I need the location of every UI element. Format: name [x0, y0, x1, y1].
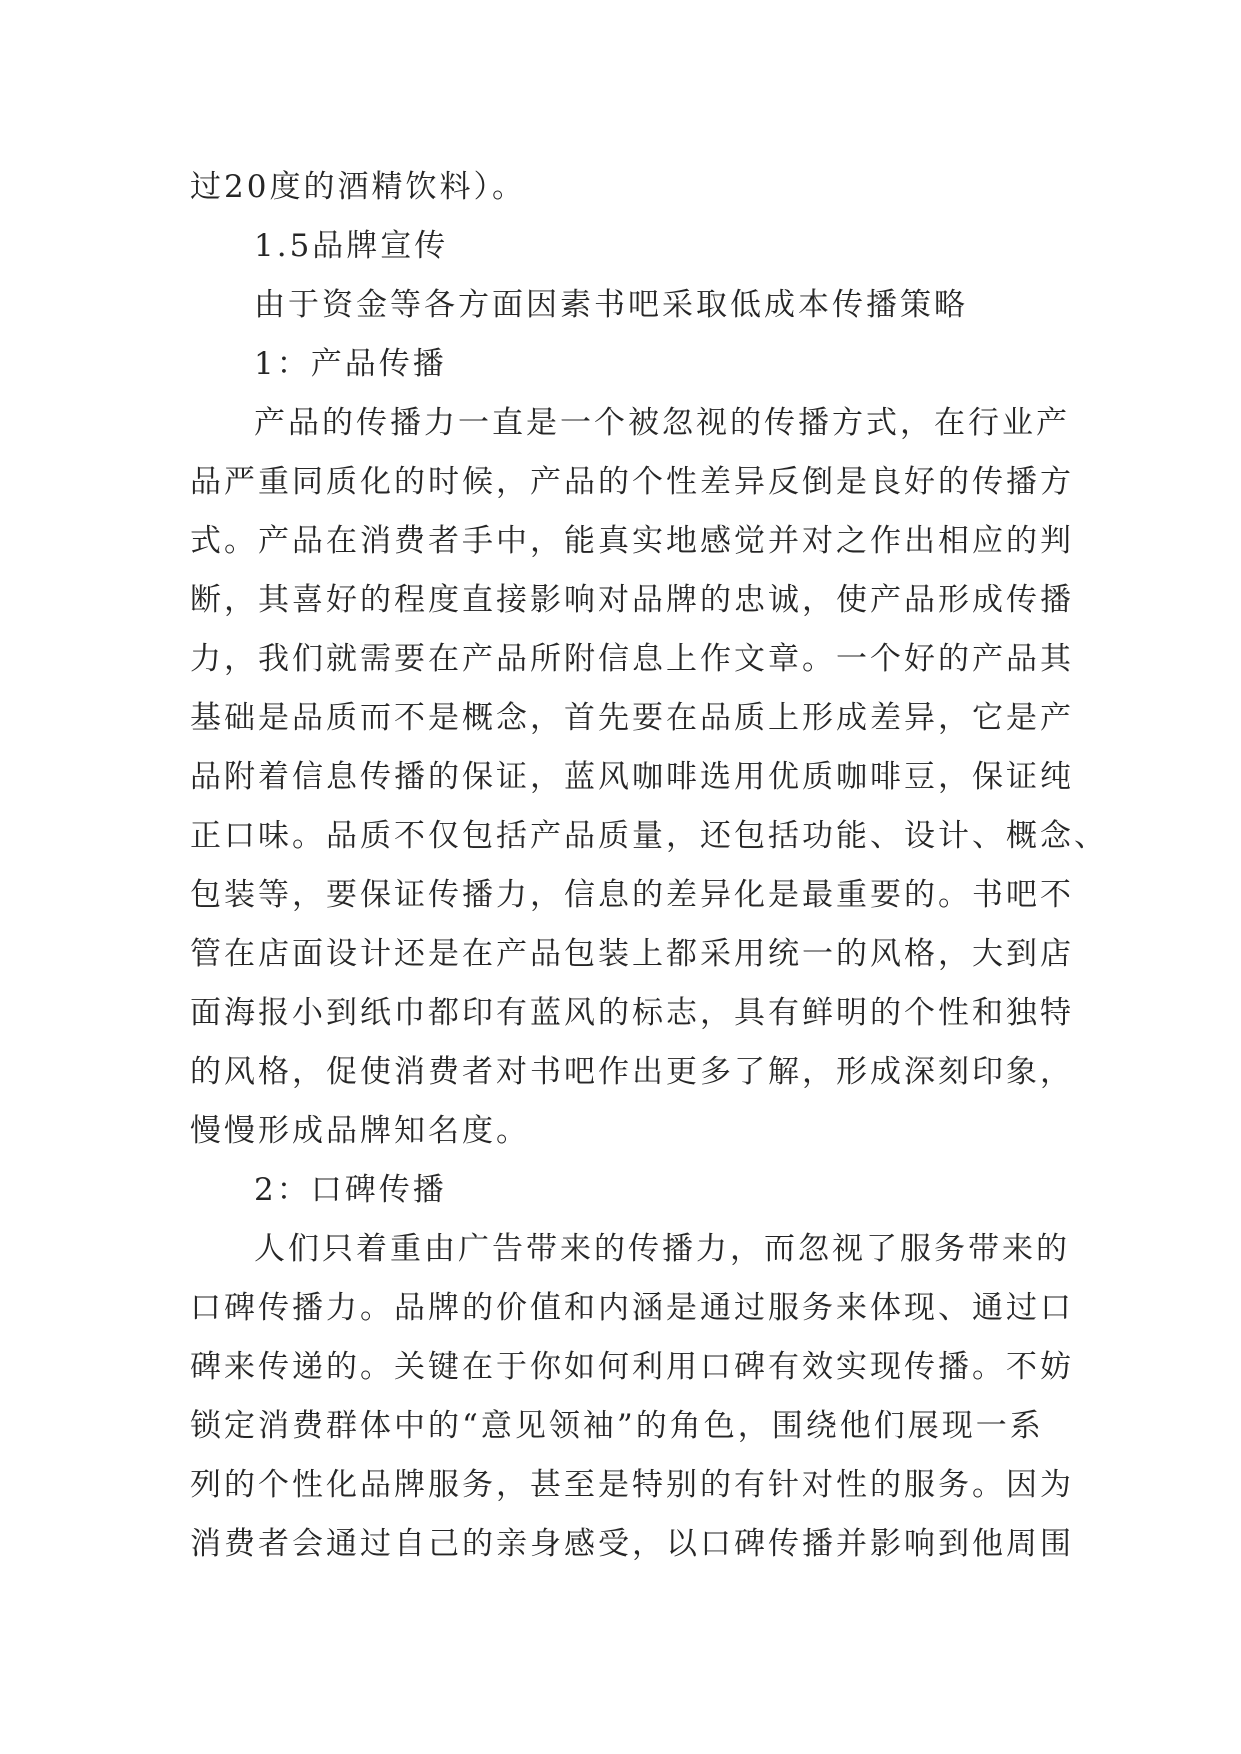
subsection-heading: 1：产品传播: [254, 346, 447, 382]
paragraph-line: 力，我们就需要在产品所附信息上作文章。一个好的产品其: [190, 641, 1074, 677]
paragraph-line: 消费者会通过自己的亲身感受，以口碑传播并影响到他周围: [190, 1526, 1074, 1562]
text-line: 过20度的酒精饮料）。: [190, 169, 526, 205]
subsection-heading: 2：口碑传播: [254, 1172, 447, 1208]
paragraph-line: 慢慢形成品牌知名度。: [190, 1113, 530, 1149]
paragraph-line: 面海报小到纸巾都印有蓝风的标志，具有鲜明的个性和独特: [190, 995, 1074, 1031]
paragraph-line: 断，其喜好的程度直接影响对品牌的忠诚，使产品形成传播: [190, 582, 1074, 618]
paragraph-first-line: 产品的传播力一直是一个被忽视的传播方式，在行业产: [254, 405, 1070, 441]
paragraph-first-line: 人们只着重由广告带来的传播力，而忽视了服务带来的: [254, 1231, 1070, 1267]
paragraph-line: 基础是品质而不是概念，首先要在品质上形成差异，它是产: [190, 700, 1074, 736]
paragraph-line: 由于资金等各方面因素书吧采取低成本传播策略: [254, 287, 968, 323]
paragraph-line: 锁定消费群体中的“意见领袖”的角色，围绕他们展现一系: [190, 1408, 1044, 1444]
paragraph-line: 的风格，促使消费者对书吧作出更多了解，形成深刻印象，: [190, 1054, 1074, 1090]
paragraph-line: 式。产品在消费者手中，能真实地感觉并对之作出相应的判: [190, 523, 1074, 559]
paragraph-line: 口碑传播力。品牌的价值和内涵是通过服务来体现、通过口: [190, 1290, 1074, 1326]
paragraph-line: 包装等，要保证传播力，信息的差异化是最重要的。书吧不: [190, 877, 1074, 913]
paragraph-line: 正口味。品质不仅包括产品质量，还包括功能、设计、概念、: [190, 818, 1108, 854]
section-heading: 1.5品牌宣传: [254, 228, 449, 264]
paragraph-line: 品附着信息传播的保证，蓝风咖啡选用优质咖啡豆，保证纯: [190, 759, 1074, 795]
paragraph-line: 管在店面设计还是在产品包装上都采用统一的风格，大到店: [190, 936, 1074, 972]
paragraph-line: 列的个性化品牌服务，甚至是特别的有针对性的服务。因为: [190, 1467, 1074, 1503]
paragraph-line: 碑来传递的。关键在于你如何利用口碑有效实现传播。不妨: [190, 1349, 1074, 1385]
body-text: [190, 158, 1108, 1574]
paragraph-line: 品严重同质化的时候，产品的个性差异反倒是良好的传播方: [190, 464, 1074, 500]
